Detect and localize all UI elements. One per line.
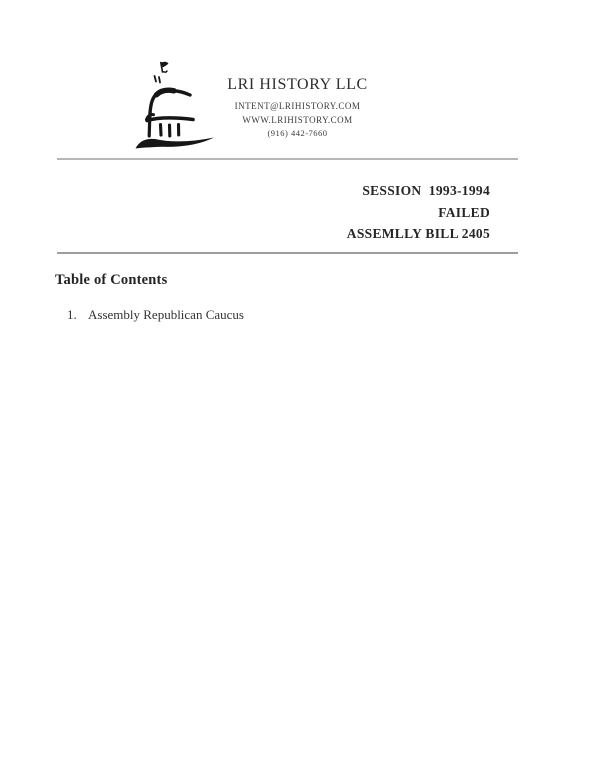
bill-status: FAILED <box>438 204 490 220</box>
session-years: SESSION 1993-1994 <box>362 183 490 198</box>
toc-item-label: Assembly Republican Caucus <box>88 307 244 322</box>
company-phone: (916) 442-7660 <box>267 128 328 138</box>
toc-list <box>67 306 244 323</box>
company-name: LRI HISTORY LLC <box>227 76 368 93</box>
letterhead <box>160 76 435 141</box>
bill-number: ASSEMLLY BILL 2405 <box>346 226 490 241</box>
toc-heading: Table of Contents <box>55 272 168 288</box>
company-website: WWW.LRIHISTORY.COM <box>242 114 353 125</box>
company-email: INTENT@LRIHISTORY.COM <box>234 101 361 111</box>
divider-top <box>57 158 518 160</box>
divider-bottom <box>57 252 518 254</box>
toc-item <box>67 306 244 323</box>
session-block <box>347 180 490 245</box>
toc-item-number: 1. <box>67 307 77 322</box>
